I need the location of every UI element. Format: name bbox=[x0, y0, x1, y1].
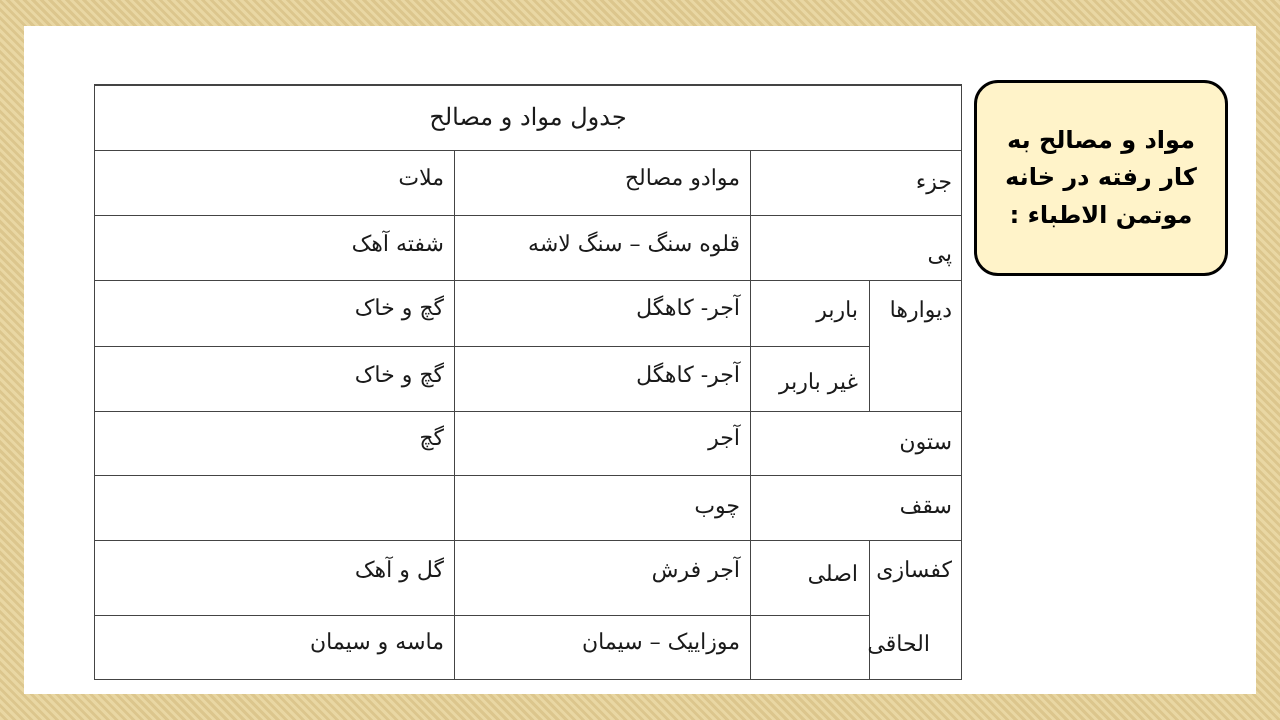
row-part-foundation: پی bbox=[927, 242, 952, 267]
row-material-foundation: قلوه سنگ – سنگ لاشه bbox=[528, 232, 740, 257]
row-mortar-non-load-bearing: گچ و خاک bbox=[354, 363, 444, 388]
table-line bbox=[961, 84, 962, 680]
row-sub-load-bearing: باربر bbox=[816, 298, 858, 323]
table-line bbox=[750, 150, 751, 680]
row-material-non-load-bearing: آجر- کاهگل bbox=[636, 363, 740, 388]
callout-line-1: مواد و مصالح به bbox=[1007, 126, 1195, 155]
row-part-column: ستون bbox=[899, 430, 952, 455]
header-material: موادو مصالح bbox=[624, 166, 740, 191]
callout-box bbox=[974, 80, 1228, 276]
table-line bbox=[94, 150, 962, 151]
row-mortar-load-bearing: گچ و خاک bbox=[354, 296, 444, 321]
table-line bbox=[94, 679, 962, 680]
callout-line-2: کار رفته در خانه bbox=[1005, 163, 1197, 192]
row-sub-added: الحاقی bbox=[867, 632, 930, 657]
table-line bbox=[94, 280, 962, 281]
row-material-load-bearing: آجر- کاهگل bbox=[636, 296, 740, 321]
table-line bbox=[94, 615, 870, 616]
row-part-roof: سقف bbox=[899, 494, 952, 519]
row-material-added: موزاییک – سیمان bbox=[582, 630, 740, 655]
callout-line-3: موتمن الاطباء : bbox=[1009, 200, 1193, 229]
row-material-roof: چوب bbox=[694, 494, 740, 519]
table-line bbox=[94, 84, 95, 680]
table-title: جدول مواد و مصالح bbox=[429, 103, 627, 131]
table-line bbox=[94, 475, 962, 476]
table-line bbox=[94, 346, 870, 347]
header-part: جزء bbox=[915, 170, 952, 195]
row-mortar-main: گل و آهک bbox=[354, 558, 444, 583]
materials-table bbox=[94, 84, 962, 680]
row-material-column: آجر bbox=[708, 426, 740, 451]
table-line bbox=[94, 411, 962, 412]
table-line bbox=[454, 150, 455, 680]
table-line bbox=[94, 215, 962, 216]
row-part-flooring: کفسازی bbox=[876, 558, 952, 583]
table-line bbox=[869, 280, 870, 411]
table-line bbox=[869, 540, 870, 680]
row-mortar-foundation: شفته آهک bbox=[351, 232, 444, 257]
row-sub-non-load-bearing: غیر باربر bbox=[779, 370, 858, 395]
row-sub-main: اصلی bbox=[807, 562, 858, 587]
row-material-main: آجر فرش bbox=[651, 558, 740, 583]
row-part-walls: دیوارها bbox=[889, 298, 952, 323]
table-line bbox=[94, 540, 962, 541]
row-mortar-column: گچ bbox=[419, 426, 444, 451]
header-mortar: ملات bbox=[398, 166, 444, 191]
row-mortar-added: ماسه و سیمان bbox=[310, 630, 444, 655]
